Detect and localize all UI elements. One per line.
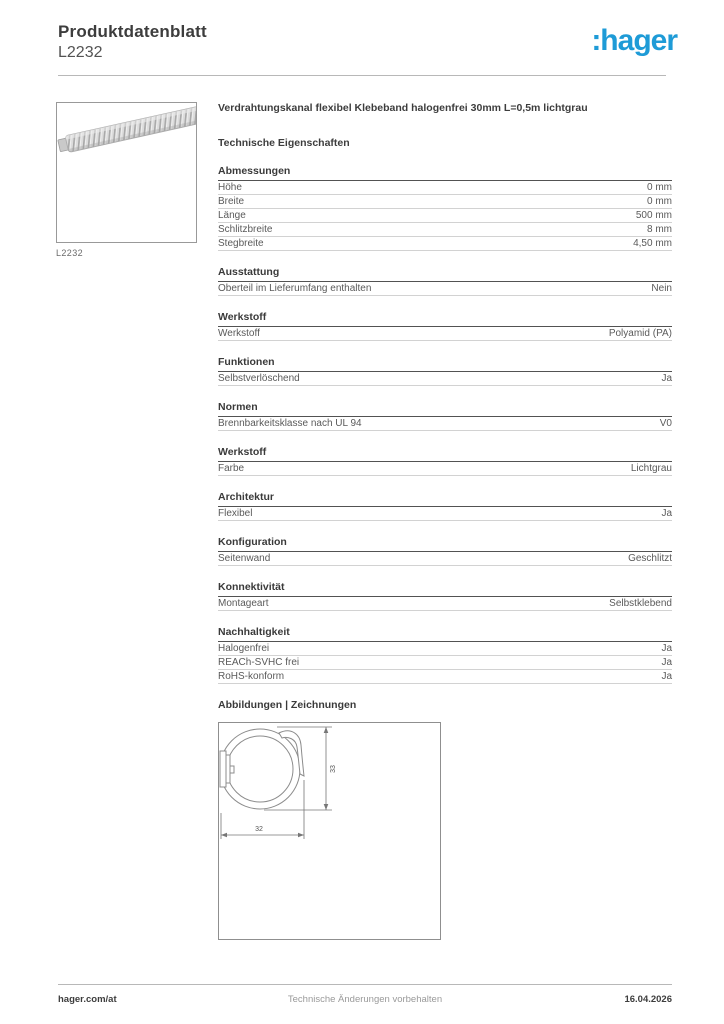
spec-row: [218, 237, 672, 251]
spec-section: [218, 356, 672, 386]
product-description: Verdrahtungskanal flexibel Klebeband halogenfrei 30mm L=0,5m lichtgrau: [218, 102, 588, 114]
spec-label: REACh-SVHC frei: [218, 657, 300, 668]
spec-row: [218, 327, 672, 341]
spec-row: [218, 181, 672, 195]
product-code: L2232: [58, 44, 103, 61]
spec-section: [218, 266, 672, 296]
spec-value: Selbstklebend: [609, 598, 672, 609]
spec-row: [218, 209, 672, 223]
spec-value: Lichtgrau: [630, 463, 672, 474]
spec-label: Selbstverlöschend: [218, 373, 300, 384]
spec-row: [218, 597, 672, 611]
spec-label: Breite: [218, 196, 245, 207]
spec-value: Ja: [661, 373, 672, 384]
technical-drawing: [218, 722, 441, 940]
spec-section: [218, 536, 672, 566]
footer-notice: Technische Änderungen vorbehalten: [287, 994, 443, 1005]
spec-section-title: Architektur: [218, 491, 672, 507]
spec-label: Schlitzbreite: [218, 224, 273, 235]
spec-value: 500 mm: [635, 210, 672, 221]
spec-value: 8 mm: [647, 224, 672, 235]
spec-value: Ja: [661, 671, 672, 682]
spec-label: Höhe: [218, 182, 242, 193]
spec-value: Polyamid (PA): [608, 328, 672, 339]
height-dimension-label: 33: [330, 765, 337, 773]
flexible-duct-photo: [57, 103, 196, 242]
spec-label: Oberteil im Lieferumfang enthalten: [218, 283, 372, 294]
spec-label: Länge: [218, 210, 246, 221]
footer: [58, 984, 672, 1005]
spec-section: [218, 581, 672, 611]
spec-section-title: Funktionen: [218, 356, 672, 372]
spec-label: Montageart: [218, 598, 269, 609]
spec-section: [218, 626, 672, 684]
spec-row: [218, 195, 672, 209]
spec-label: Farbe: [218, 463, 245, 474]
spec-sections: [218, 165, 672, 684]
spec-value: 4,50 mm: [633, 238, 672, 249]
spec-label: RoHS-konform: [218, 671, 285, 682]
spec-row: [218, 223, 672, 237]
spec-label: Flexibel: [218, 508, 253, 519]
spec-row: [218, 372, 672, 386]
spec-value: Ja: [661, 657, 672, 668]
product-image: [56, 102, 197, 243]
spec-section-title: Konfiguration: [218, 536, 672, 552]
spec-value: 0 mm: [647, 196, 672, 207]
spec-section-title: Normen: [218, 401, 672, 417]
spec-row: [218, 462, 672, 476]
header: [0, 0, 724, 62]
spec-section: [218, 311, 672, 341]
spec-section-title: Konnektivität: [218, 581, 672, 597]
spec-value: V0: [659, 418, 672, 429]
hager-logo: :hager: [591, 24, 677, 57]
image-caption: L2232: [56, 248, 84, 258]
spec-value: Geschlitzt: [628, 553, 672, 564]
footer-website: hager.com/at: [58, 994, 117, 1005]
spec-value: Ja: [661, 508, 672, 519]
spec-section-title: Werkstoff: [218, 446, 672, 462]
tech-properties-heading: Technische Eigenschaften: [218, 137, 350, 149]
spec-section-title: Nachhaltigkeit: [218, 626, 672, 642]
spec-label: Stegbreite: [218, 238, 264, 249]
spec-label: Seitenwand: [218, 553, 271, 564]
footer-date: 16.04.2026: [624, 994, 672, 1005]
spec-section: [218, 446, 672, 476]
spec-section: [218, 491, 672, 521]
spec-section-title: Abmessungen: [218, 165, 672, 181]
product-image-column: [56, 102, 197, 940]
main-content: [0, 76, 724, 940]
page-title: Produktdatenblatt: [58, 22, 207, 41]
cross-section-drawing: [219, 723, 440, 939]
spec-section: [218, 165, 672, 251]
spec-label: Brennbarkeitsklasse nach UL 94: [218, 418, 362, 429]
spec-label: Werkstoff: [218, 328, 260, 339]
spec-row: [218, 282, 672, 296]
spec-label: Halogenfrei: [218, 643, 270, 654]
spec-row: [218, 642, 672, 656]
spec-value: Nein: [651, 283, 672, 294]
spec-row: [218, 670, 672, 684]
spec-section-title: Ausstattung: [218, 266, 672, 282]
spec-row: [218, 507, 672, 521]
spec-row: [218, 552, 672, 566]
width-dimension-label: 32: [255, 826, 263, 833]
spec-value: Ja: [661, 643, 672, 654]
spec-section-title: Werkstoff: [218, 311, 672, 327]
spec-value: 0 mm: [647, 182, 672, 193]
spec-row: [218, 656, 672, 670]
spec-row: [218, 417, 672, 431]
spec-section: [218, 401, 672, 431]
figures-heading: Abbildungen | Zeichnungen: [218, 699, 357, 711]
spec-column: [218, 102, 672, 940]
